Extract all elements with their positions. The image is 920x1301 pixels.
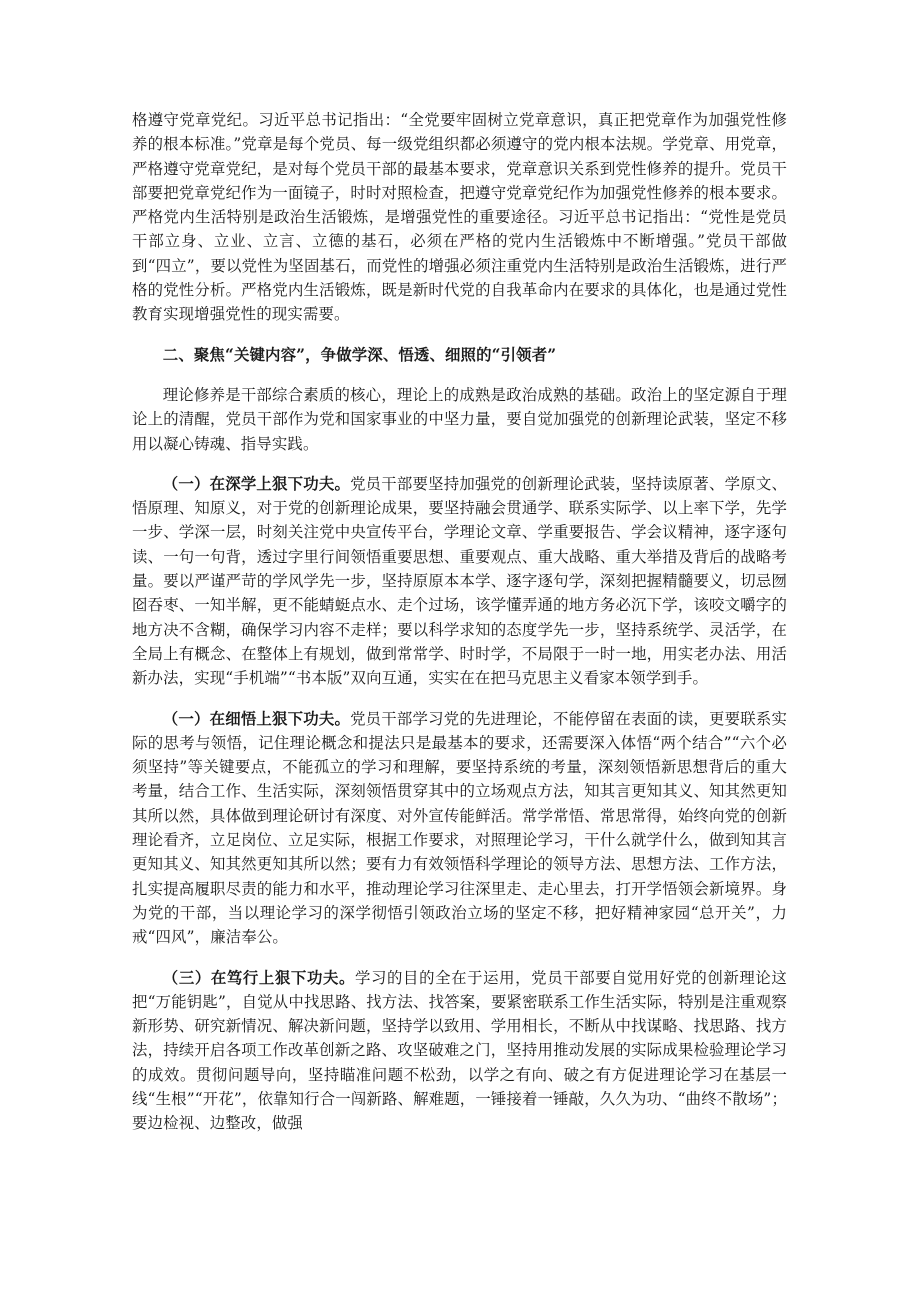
paragraph-party-constitution: 格遵守党章党纪。习近平总书记指出：“全党要牢固树立党章意识，真正把党章作为加强党性修养的根本标准。”党章是每个党员、每一级党组织都必须遵守的党内根本法规。学党章、用党章，严格遵守党章党纪，是对每个党员干部的最基本要求，党章意识关系到党性修养的提升。党员干部要把党章党纪作为一面镜子，时时对照检查，把遵守党章党纪作为加强党性修养的根本要求。严格党内生活特别是政治生活锻炼，是增强党性的重要途径。习近平总书记指出：“党性是党员干部立身、立业、立言、立德的基石，必须在严格的党内生活锻炼中不断增强。”党员干部做到“四立”，要以党性为坚固基石，而党性的增强必须注重党内生活特别是政治生活锻炼，进行严格的党性分析。严格党内生活锻炼，既是新时代党的自我革命内在要求的具体化，也是通过党性教育实现增强党性的现实需要。 — [132, 111, 787, 324]
paragraph-careful-understanding-text: 党员干部学习党的先进理论，不能停留在表面的读，更要联系实际的思考与领悟，记住理论概念和提法只是最基本的要求，还需要深入体悟“两个结合”“六个必须坚持”等关键要点，不能孤立的学习和理解，要坚持系统的考量，深刻领悟新思想背后的重大考量，结合工作、生活实际，深刻领悟贯穿其中的立场观点方法，知其言更知其义、知其然更知其所以然，具体做到理论研讨有深度、对外宣传能鲜活。常学常悟、常思常得，始终向党的创新理论看齐，立足岗位、立足实际，根据工作要求，对照理论学习，干什么就学什么，做到知其言更知其义、知其然更知其所以然；要有力有效领悟科学理论的领导方法、思想方法、工作方法，扎实提高履职尽责的能力和水平，推动理论学习往深里走、走心里去，打开学悟领会新境界。身为党的干部，当以理论学习的深学彻悟引领政治立场的坚定不移，把好精神家园“总开关”，力戒“四风”，廉洁奉公。 — [132, 709, 787, 947]
subheading-earnest-practice: （三）在笃行上狠下功夫。 — [162, 968, 355, 987]
document-body — [132, 108, 787, 1136]
section-heading-2: 二、聚焦“关键内容”，争做学深、悟透、细照的“引领者” — [162, 345, 557, 364]
subheading-careful-understanding: （一）在细悟上狠下功夫。 — [162, 709, 351, 728]
subheading-deep-study: （一）在深学上狠下功夫。 — [162, 474, 351, 493]
paragraph-earnest-practice — [132, 966, 787, 1136]
paragraph-deep-study — [132, 472, 787, 691]
paragraph-careful-understanding — [132, 707, 787, 950]
paragraph-theory-cultivation: 理论修养是干部综合素质的核心，理论上的成熟是政治成熟的基础。政治上的坚定源自于理论上的清醒，党员干部作为党和国家事业的中坚力量，要自觉加强党的创新理论武装，坚定不移用以凝心铸魂、指导实践。 — [132, 385, 787, 453]
paragraph-earnest-practice-text: 学习的目的全在于运用，党员干部要自觉用好党的创新理论这把“万能钥匙”，自觉从中找思路、找方法、找答案，要紧密联系工作生活实际，特别是注重观察新形势、研究新情况、解决新问题，坚持学以致用、学用相长，不断从中找谋略、找思路、找方法，持续开启各项工作改革创新之路、攻坚破难之门，坚持用推动发展的实际成果检验理论学习的成效。贯彻问题导向，坚持瞄准问题不松劲，以学之有向、破之有方促进理论学习在基层一线“生根”“开花”，依靠知行合一闯新路、解难题，一锤接着一锤敲，久久为功、“曲终不散场”；要边检视、边整改，做强 — [132, 968, 787, 1133]
paragraph-deep-study-text: 党员干部要坚持加强党的创新理论武装，坚持读原著、学原文、悟原理、知原义，对于党的创新理论成果，要坚持融会贯通学、联系实际学、以上率下学，先学一步、学深一层，时刻关注党中央宣传平台，学理论文章、学重要报告、学会议精神，逐字逐句读、一句一句背，透过字里行间领悟重要思想、重要观点、重大战略、重大举措及背后的战略考量。要以严谨严苛的学风学先一步，坚持原原本本学、逐字逐句学，深刻把握精髓要义，切忌囫囵吞枣、一知半解，更不能蜻蜓点水、走个过场，该学懂弄通的地方务必沉下学，该咬文嚼字的地方决不含糊，确保学习内容不走样；要以科学求知的态度学先一步，坚持系统学、灵活学，在全局上有概念、在整体上有规划，做到常常学、时时学，不局限于一时一地，用实老办法、用活新办法，实现“手机端”“书本版”双向互通，实实在在把马克思主义看家本领学到手。 — [132, 474, 787, 688]
